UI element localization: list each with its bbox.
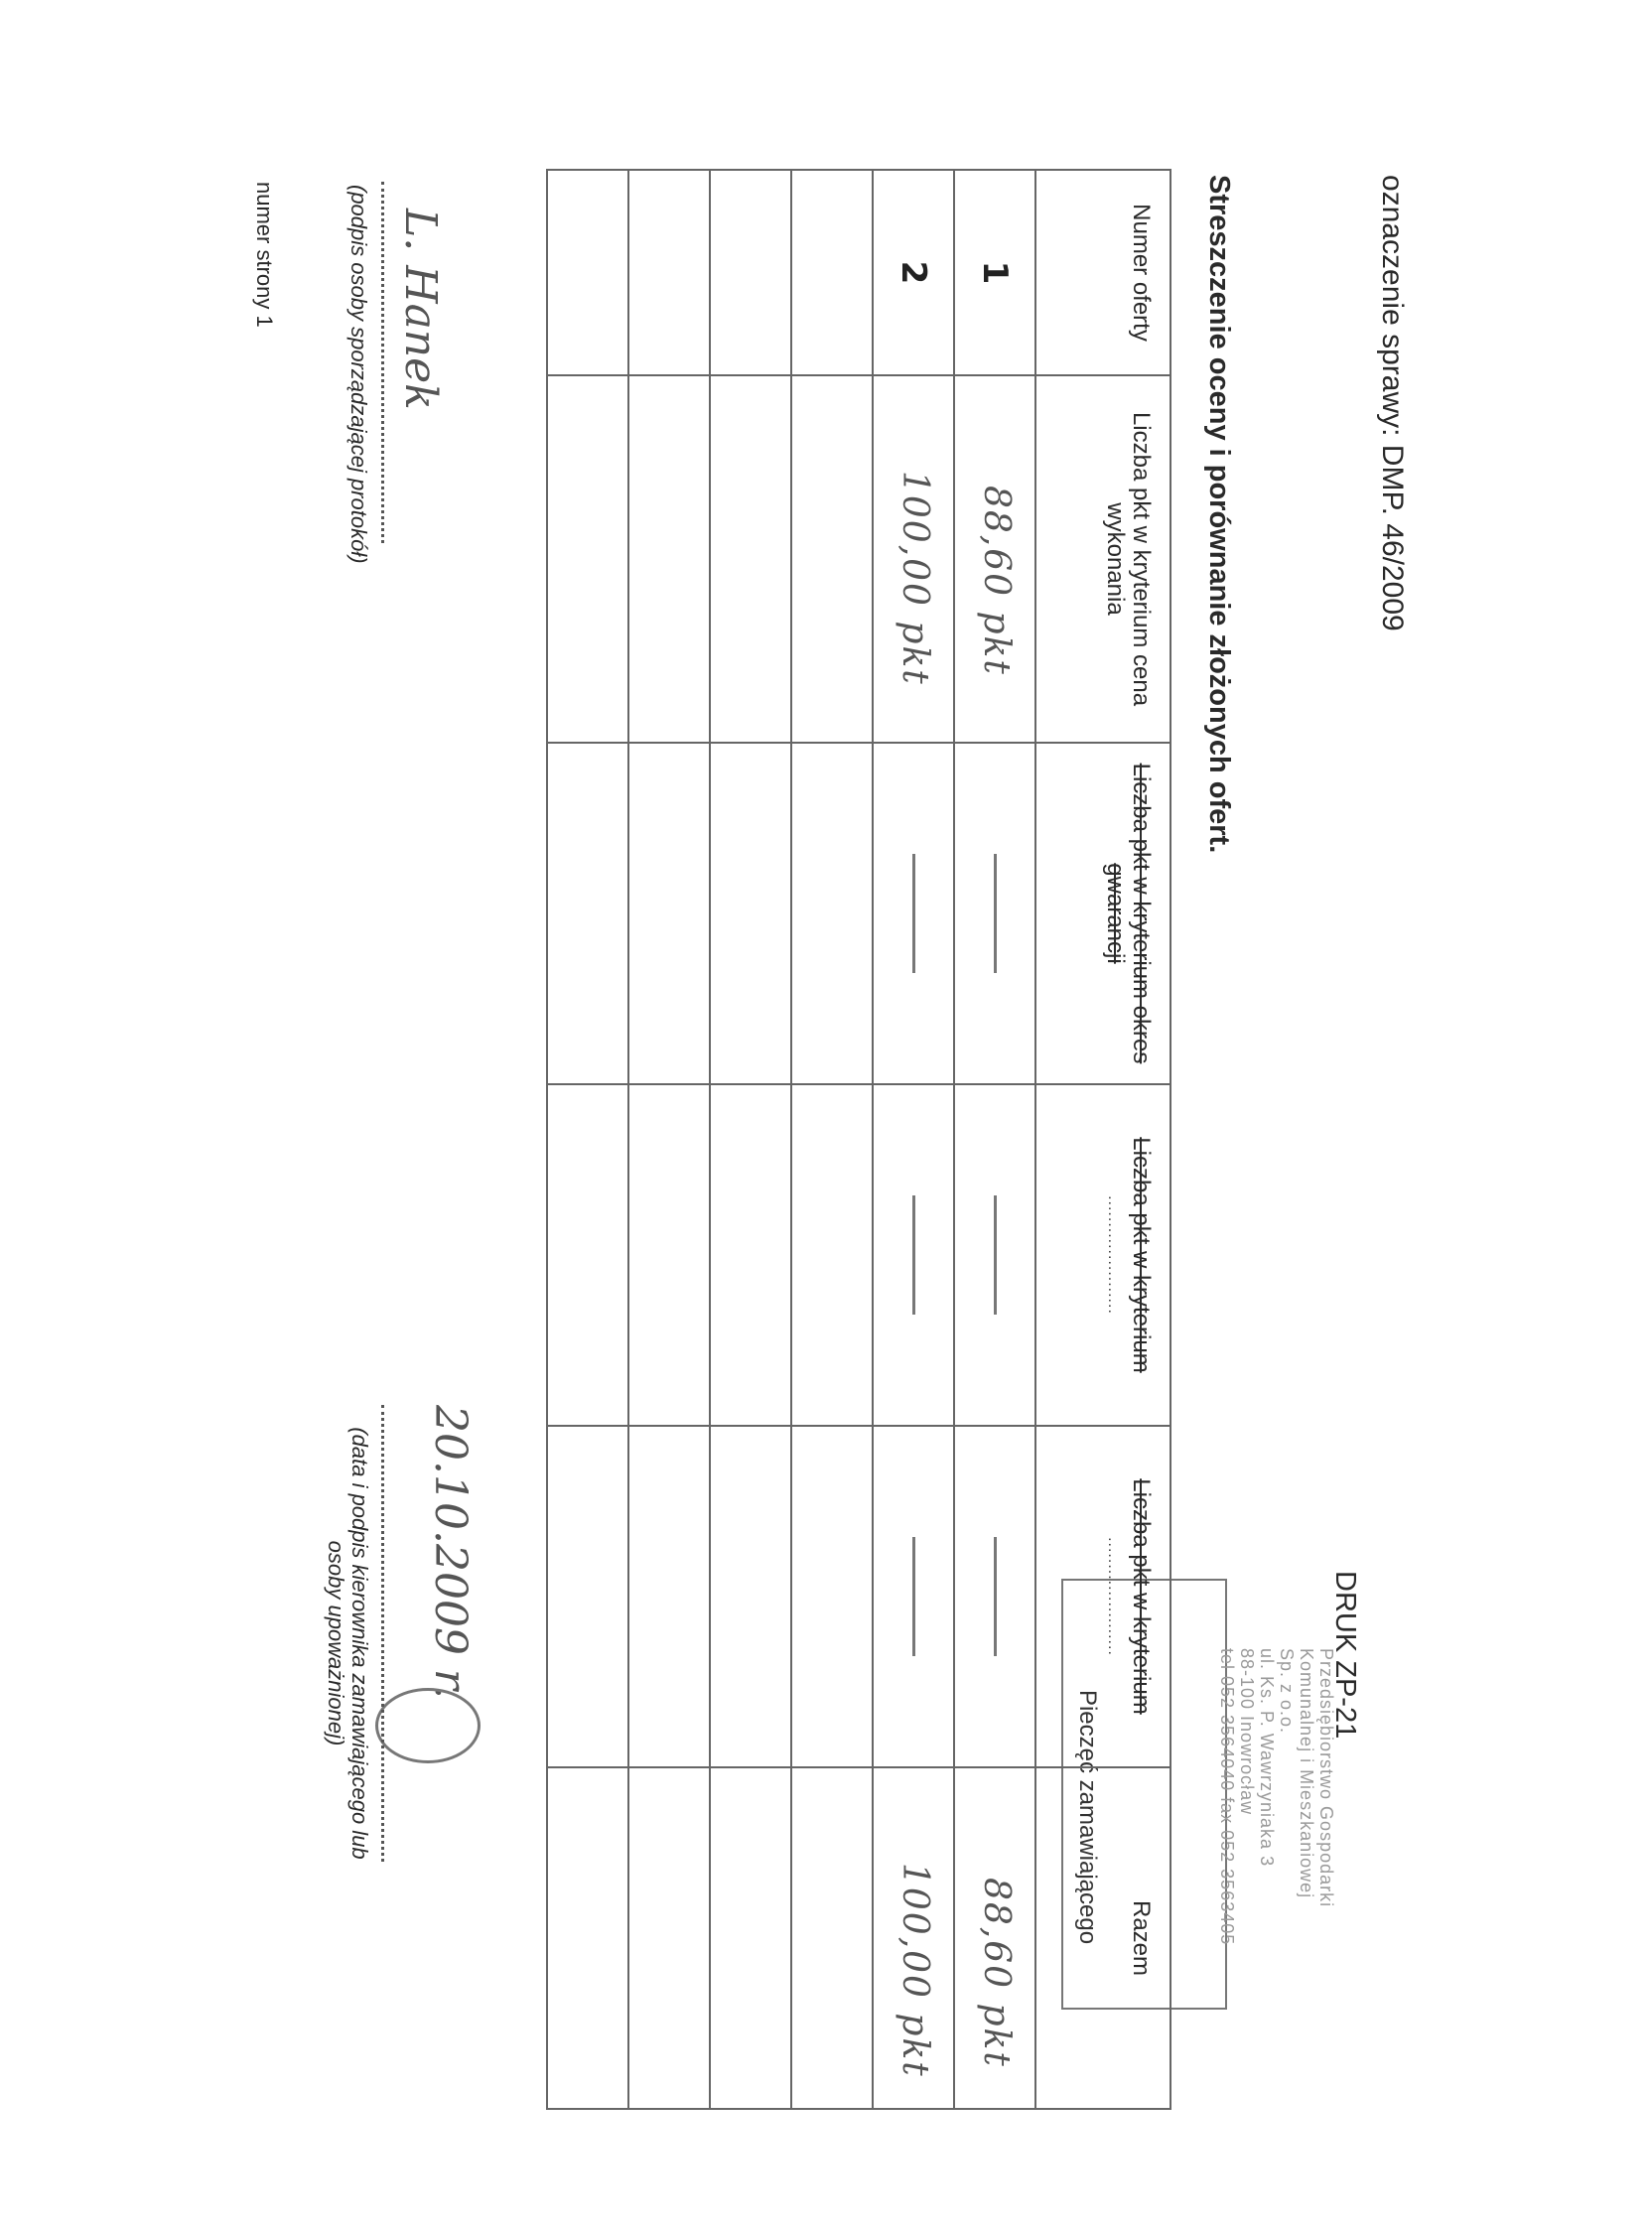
criterion-4-dash — [954, 1426, 1035, 1767]
company-stamp — [1217, 1648, 1336, 2025]
stamp-line: 88-100 Inowrocław — [1237, 1648, 1257, 1816]
table-row-empty — [628, 170, 710, 2109]
stamp-line: tel 052 3564040 fax 052 3563405 — [1217, 1648, 1237, 1946]
warranty-points-dash — [954, 743, 1035, 1084]
total-points: 100,00 pkt — [873, 1767, 954, 2109]
preparer-signature: L. Hanek — [395, 209, 446, 410]
stamp-line: Przedsiębiorstwo Gospodarki — [1316, 1648, 1336, 1908]
form-code: DRUK ZP-21 — [1329, 1571, 1361, 1740]
table-row-empty — [547, 170, 628, 2109]
stamp-line: Komunalnej i Mieszkaniowej — [1297, 1648, 1316, 1899]
stamp-line: Sp. z o.o. — [1277, 1648, 1297, 1735]
header-total: Razem — [1035, 1767, 1170, 2109]
signature-circle-mark — [375, 1688, 481, 1763]
manager-signature-caption: (data i podpis kierownika zamawiającego lub osoby upoważnionej) — [324, 1427, 372, 1860]
results-table — [546, 169, 1171, 2110]
price-points: 88,60 pkt — [954, 375, 1035, 743]
preparer-signature-line — [381, 182, 384, 543]
table-row-empty — [791, 170, 873, 2109]
table-row — [954, 170, 1035, 2109]
document-title: Streszczenie oceny i porównanie złożonych ofert. — [1203, 175, 1235, 854]
header-criterion-4: Liczba pkt w kryterium ...................... — [1035, 1426, 1170, 1767]
price-points: 100,00 pkt — [873, 375, 954, 743]
criterion-3-dash — [873, 1084, 954, 1426]
header-offer-number: Numer oferty — [1035, 170, 1170, 375]
table-header-row — [1035, 170, 1170, 2109]
stamp-line: ul. Ks. P. Wawrzyniaka 3 — [1257, 1648, 1277, 1868]
blank-dots: ...................... — [1105, 1195, 1122, 1315]
case-reference: oznaczenie sprawy: DMP. 46/2009 — [1376, 175, 1409, 631]
criterion-3-dash — [954, 1084, 1035, 1426]
manager-signature-line — [381, 1405, 384, 1862]
table-row-empty — [710, 170, 791, 2109]
table-row — [873, 170, 954, 2109]
total-points: 88,60 pkt — [954, 1767, 1035, 2109]
offer-number: 2 — [873, 170, 954, 375]
header-criterion-3: Liczba pkt w kryterium ...................... — [1035, 1084, 1170, 1426]
criterion-4-dash — [873, 1426, 954, 1767]
warranty-points-dash — [873, 743, 954, 1084]
page-number: numer strony 1 — [252, 182, 277, 328]
header-warranty-criterion: Liczba pkt w kryterium okres gwarancji — [1035, 743, 1170, 1084]
stamp-caption: Pieczęć zamawiającego — [1074, 1689, 1101, 1945]
blank-dots: ...................... — [1105, 1537, 1122, 1656]
preparer-signature-caption: (podpis osoby sporządzającej protokół) — [346, 185, 371, 564]
manager-signature-date: 20.10.2009 r. — [425, 1405, 476, 1700]
header-price-criterion: Liczba pkt w kryterium cena wykonania — [1035, 375, 1170, 743]
offer-number: 1 — [954, 170, 1035, 375]
